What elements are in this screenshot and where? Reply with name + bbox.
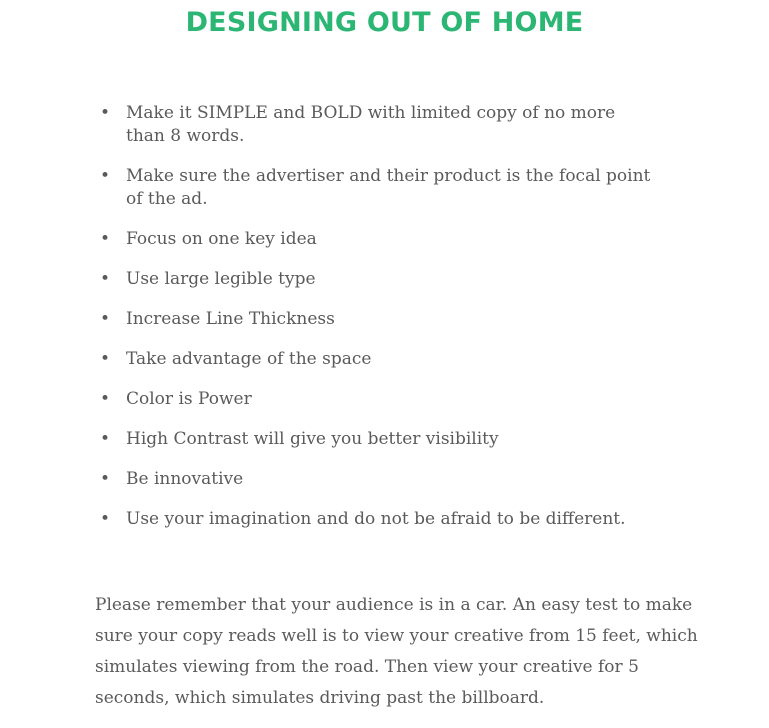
list-item-text: High Contrast will give you better visibility bbox=[126, 429, 499, 449]
list-item bbox=[96, 268, 656, 291]
bullet-icon: • bbox=[100, 389, 111, 409]
list-item bbox=[96, 348, 656, 371]
list-item-text: Make it SIMPLE and BOLD with limited copy of no more than 8 words. bbox=[126, 103, 616, 146]
bullet-icon: • bbox=[100, 166, 111, 186]
bullet-icon: • bbox=[100, 469, 111, 489]
bullet-icon: • bbox=[100, 229, 111, 249]
list-item bbox=[96, 102, 656, 148]
list-item-text: Color is Power bbox=[126, 389, 252, 409]
bullet-icon: • bbox=[100, 349, 111, 369]
list-item-text: Focus on one key idea bbox=[126, 229, 317, 249]
list-item-text: Be innovative bbox=[126, 469, 244, 489]
bullet-icon: • bbox=[100, 509, 111, 529]
list-item bbox=[96, 388, 656, 411]
list-item bbox=[96, 165, 656, 211]
list-item bbox=[96, 468, 656, 491]
list-item-text: Take advantage of the space bbox=[126, 349, 372, 369]
list-item bbox=[96, 228, 656, 251]
bullet-icon: • bbox=[100, 429, 111, 449]
list-item-text: Make sure the advertiser and their product is the focal point of the ad. bbox=[126, 166, 651, 209]
list-item-text: Use your imagination and do not be afraid to be different. bbox=[126, 509, 626, 529]
list-item-text: Increase Line Thickness bbox=[126, 309, 335, 329]
list-item-text: Use large legible type bbox=[126, 269, 316, 289]
bullet-icon: • bbox=[100, 309, 111, 329]
list-item bbox=[96, 428, 656, 451]
tips-list bbox=[96, 102, 656, 548]
audience-paragraph: Please remember that your audience is in a car. An easy test to make sure your copy reads well is to view your creative from 15 feet, which simulates viewing from the road. Then view your creative for 5 seconds, which simulates driving past the billboard. bbox=[95, 595, 698, 708]
list-item bbox=[96, 308, 656, 331]
list-item bbox=[96, 508, 656, 531]
bullet-icon: • bbox=[100, 103, 111, 123]
page-title: DESIGNING OUT OF HOME bbox=[185, 7, 584, 38]
bullet-icon: • bbox=[100, 269, 111, 289]
